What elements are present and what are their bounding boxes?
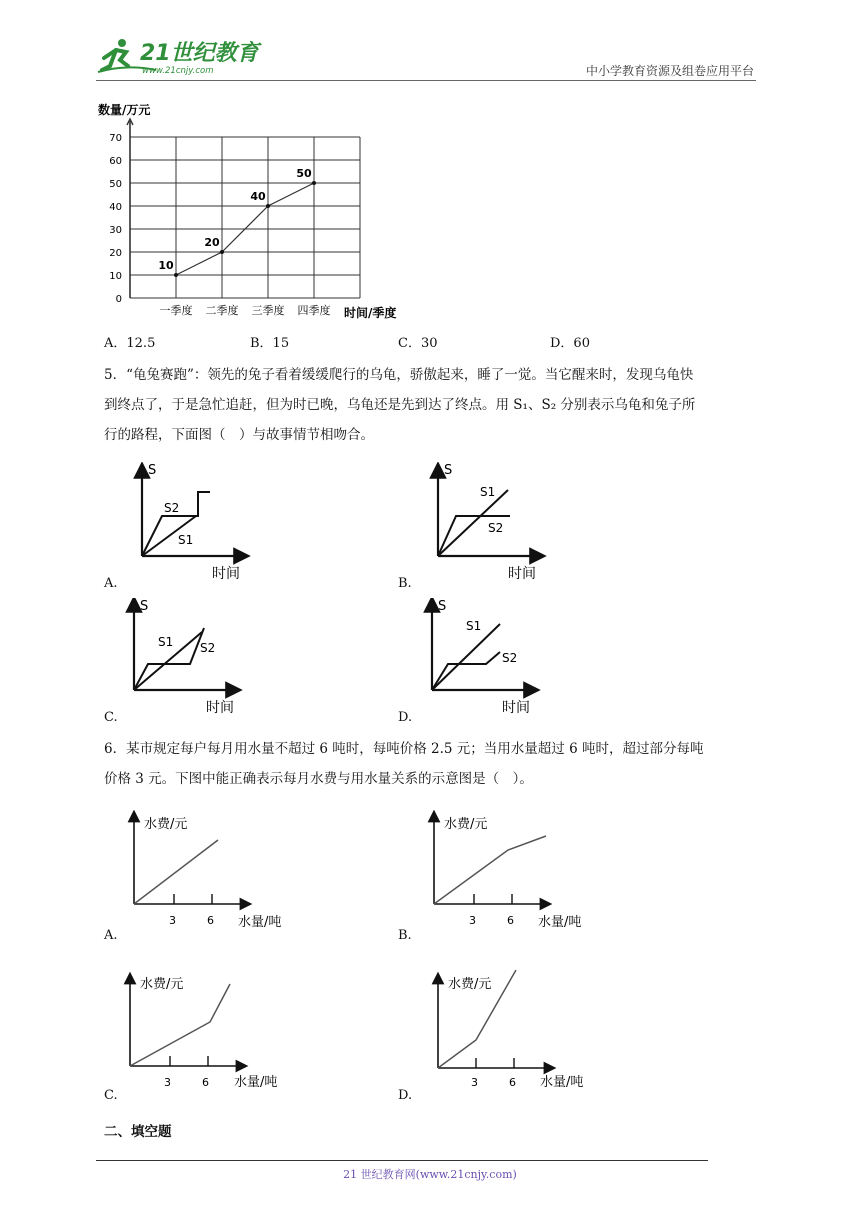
tick-3: 3 xyxy=(471,1076,478,1089)
footer-text: 21 世纪教育网(www.21cnjy.com) xyxy=(343,1168,517,1181)
axis-s: S xyxy=(438,599,447,614)
axis-cost: 水费/元 xyxy=(144,817,188,832)
q6-option-c[interactable]: C. xyxy=(104,1088,118,1103)
x-tick-label: 二季度 xyxy=(205,304,239,317)
tick-6: 6 xyxy=(207,914,214,927)
data-label: 20 xyxy=(204,236,220,249)
q5-graph-b xyxy=(422,462,552,582)
y-tick-label: 10 xyxy=(109,271,122,282)
label-s1: S1 xyxy=(466,619,482,633)
q5-graph-d xyxy=(416,598,546,718)
axis-time: 时间 xyxy=(206,700,234,716)
q6-option-b[interactable]: B. xyxy=(398,928,412,943)
q5-line-1: 5．“龟兔赛跑”：领先的兔子看着缓缓爬行的乌龟，骄傲起来，睡了一觉。当它醒来时，发现乌龟快 xyxy=(104,367,694,383)
axis-cost: 水费/元 xyxy=(444,817,488,832)
axis-water: 水量/吨 xyxy=(540,1075,584,1090)
data-point xyxy=(220,250,224,254)
q6-option-a[interactable]: A. xyxy=(104,928,118,943)
axis-water: 水量/吨 xyxy=(538,915,582,930)
q5-option-a[interactable]: A. xyxy=(104,576,118,591)
q6-option-d[interactable]: D. xyxy=(398,1088,413,1103)
label-s2: S2 xyxy=(200,641,216,655)
data-point xyxy=(312,181,316,185)
axis-cost: 水费/元 xyxy=(140,977,184,992)
question-6 xyxy=(104,734,764,794)
q6-line-1: 6．某市规定每户每月用水量不超过 6 吨时，每吨价格 2.5 元；当用水量超过 6 吨时，超过部分每吨 xyxy=(104,741,704,757)
q6-graph-a xyxy=(120,810,300,930)
section-fill-in-blank: 二、填空题 xyxy=(104,1124,172,1140)
x-tick-labels xyxy=(160,303,331,317)
tick-3: 3 xyxy=(469,914,476,927)
axis-time: 时间 xyxy=(212,566,240,582)
logo-text: 21世纪教育 xyxy=(140,41,259,66)
q5-option-b[interactable]: B. xyxy=(398,576,412,591)
option-c[interactable]: C．30 xyxy=(398,336,438,351)
q4-options xyxy=(0,332,860,352)
site-logo xyxy=(96,36,266,76)
y-tick-label: 70 xyxy=(109,133,122,144)
question-5 xyxy=(104,360,764,450)
y-axis-label: 数量/万元 xyxy=(98,103,151,117)
q5-option-c[interactable]: C. xyxy=(104,710,118,725)
axis-s: S xyxy=(140,599,149,614)
tick-6: 6 xyxy=(509,1076,516,1089)
label-s1: S1 xyxy=(158,635,174,649)
q6-line-2: 价格 3 元。下图中能正确表示每月水费与用水量关系的示意图是（ ）。 xyxy=(104,771,533,787)
header-divider xyxy=(96,80,756,81)
q6-graph-b xyxy=(420,810,600,930)
y-tick-label: 60 xyxy=(109,156,122,167)
option-b[interactable]: B．15 xyxy=(250,336,290,351)
y-tick-label: 0 xyxy=(115,294,122,305)
platform-name: 中小学教育资源及组卷应用平台 xyxy=(585,64,754,78)
q4-line-chart xyxy=(96,96,426,328)
axis-s: S xyxy=(148,463,157,478)
option-a[interactable]: A．12.5 xyxy=(104,336,156,351)
q6-graph-d xyxy=(424,970,604,1090)
tick-3: 3 xyxy=(164,1076,171,1089)
tick-6: 6 xyxy=(507,914,514,927)
axis-water: 水量/吨 xyxy=(238,915,282,930)
label-s1: S1 xyxy=(178,533,194,547)
label-s1: S1 xyxy=(480,485,496,499)
q6-graph-c xyxy=(116,970,296,1090)
x-tick-label: 一季度 xyxy=(159,304,193,317)
label-s2: S2 xyxy=(502,651,518,665)
q5-graph-a xyxy=(126,462,256,582)
data-point xyxy=(266,204,270,208)
x-tick-label: 三季度 xyxy=(251,304,285,317)
tick-3: 3 xyxy=(169,914,176,927)
data-point xyxy=(174,273,178,277)
y-tick-labels xyxy=(109,133,122,305)
axis-cost: 水费/元 xyxy=(448,977,492,992)
x-tick-label: 四季度 xyxy=(297,304,331,317)
label-s2: S2 xyxy=(488,521,504,535)
q5-option-d[interactable]: D. xyxy=(398,710,413,725)
x-axis-label: 时间/季度 xyxy=(344,306,397,320)
axis-s: S xyxy=(444,463,453,478)
option-d[interactable]: D．60 xyxy=(550,336,590,351)
y-tick-label: 50 xyxy=(109,179,122,190)
logo-url: www.21cnjy.com xyxy=(142,66,214,76)
y-tick-label: 30 xyxy=(109,225,122,236)
q5-line-2: 到终点了，于是急忙追赶，但为时已晚，乌龟还是先到达了终点。用 S₁、S₂ 分别表示乌龟和兔子所 xyxy=(104,397,696,413)
y-tick-label: 40 xyxy=(109,202,122,213)
footer-divider xyxy=(96,1160,708,1161)
data-label: 10 xyxy=(158,259,174,272)
data-label: 50 xyxy=(296,167,312,180)
y-tick-label: 20 xyxy=(109,248,122,259)
axis-time: 时间 xyxy=(508,566,536,582)
tick-6: 6 xyxy=(202,1076,209,1089)
axis-time: 时间 xyxy=(502,700,530,716)
axis-water: 水量/吨 xyxy=(234,1075,278,1090)
q5-line-3: 行的路程，下面图（ ）与故事情节相吻合。 xyxy=(104,427,374,443)
label-s2: S2 xyxy=(164,501,180,515)
q5-graph-c xyxy=(118,598,248,718)
data-label: 40 xyxy=(250,190,266,203)
